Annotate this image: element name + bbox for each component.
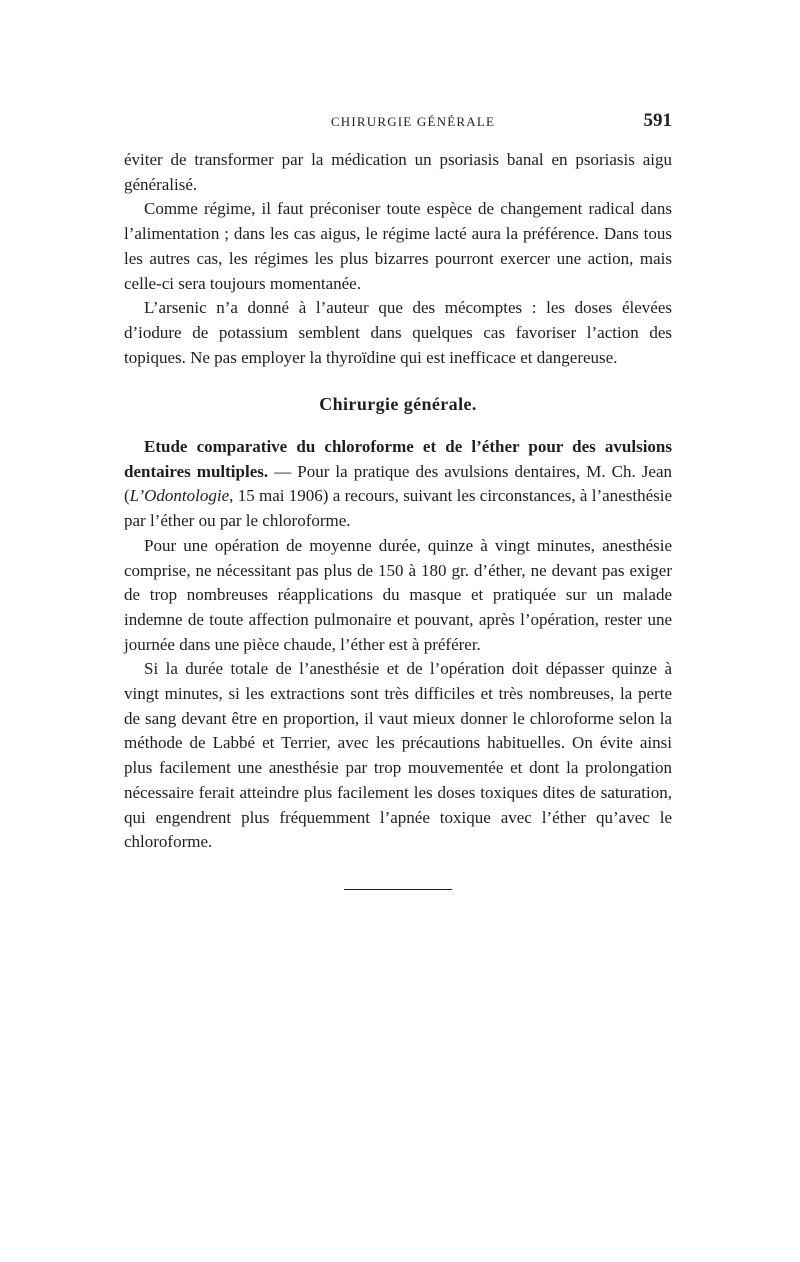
- paragraph-ether: Pour une opération de moyenne durée, quinze à vingt minutes, anesthésie comprise, ne nécessitant pas plus de 150 à 180 gr. d’éther, ne devant pas exiger de trop nombreuses réapplications du masque et pratiquée sur un malade indemne de toute affection pulmonaire et pouvant, après l’opération, rester une journée dans une pièce chaude, l’éther est à préférer.: [124, 535, 672, 654]
- paragraph-arsenic: L’arsenic n’a donné à l’auteur que des mécomptes : les doses élevées d’iodure de potassium semblent dans quelques cas favoriser l’action des topiques. Ne pas employer la thyroïdine qui est inefficace et dangereuse.: [124, 298, 672, 367]
- book-page: [124, 104, 672, 1204]
- body-text: [124, 148, 672, 855]
- running-head: [124, 104, 672, 134]
- end-rule: [344, 889, 452, 890]
- page-number: 591: [643, 110, 672, 131]
- article-title: Etude comparative du chloroforme et de l’éther pour des avulsions dentaires multiples.: [124, 437, 672, 481]
- article-intro: [124, 435, 672, 534]
- journal-name: L’Odontologie: [129, 486, 230, 506]
- paragraph-continued: éviter de transformer par la médication un psoriasis banal en psoriasis aigu généralisé.: [124, 150, 672, 194]
- paragraph-regime: Comme régime, il faut préconiser toute espèce de changement radical dans l’alimentation ; dans les cas aigus, le régime lacté aura la préférence. Dans tous les autres cas, les régimes les plus bizarres pourront exercer une action, mais celle-ci sera toujours momentanée.: [124, 199, 672, 293]
- article-intro-text-1: — Pour la pratique des avulsions dentaires, M. Ch. Jean (: [124, 461, 672, 506]
- paragraph-chloroform: Si la durée totale de l’anesthésie et de l’opération doit dépasser quinze à vingt minutes, si les extractions sont très difficiles et très nombreuses, la perte de sang devant être en proportion, il vaut mieux donner le chloroforme selon la méthode de Labbé et Terrier, avec les précautions habituelles. On évite ainsi plus facilement une anesthésie par trop mouvementée et dont la prolongation nécessaire ferait atteindre plus facilement les doses toxiques dites de saturation, qui engendrent plus fréquemment l’apnée toxique avec l’éther qu’avec le chloroforme.: [124, 659, 672, 852]
- section-heading: Chirurgie générale.: [319, 394, 477, 415]
- running-title: CHIRURGIE GÉNÉRALE: [330, 114, 496, 129]
- article-intro-text-2: , 15 mai 1906) a recours, suivant les circonstances, à l’anesthésie par l’éther ou par le chloroforme.: [124, 486, 672, 531]
